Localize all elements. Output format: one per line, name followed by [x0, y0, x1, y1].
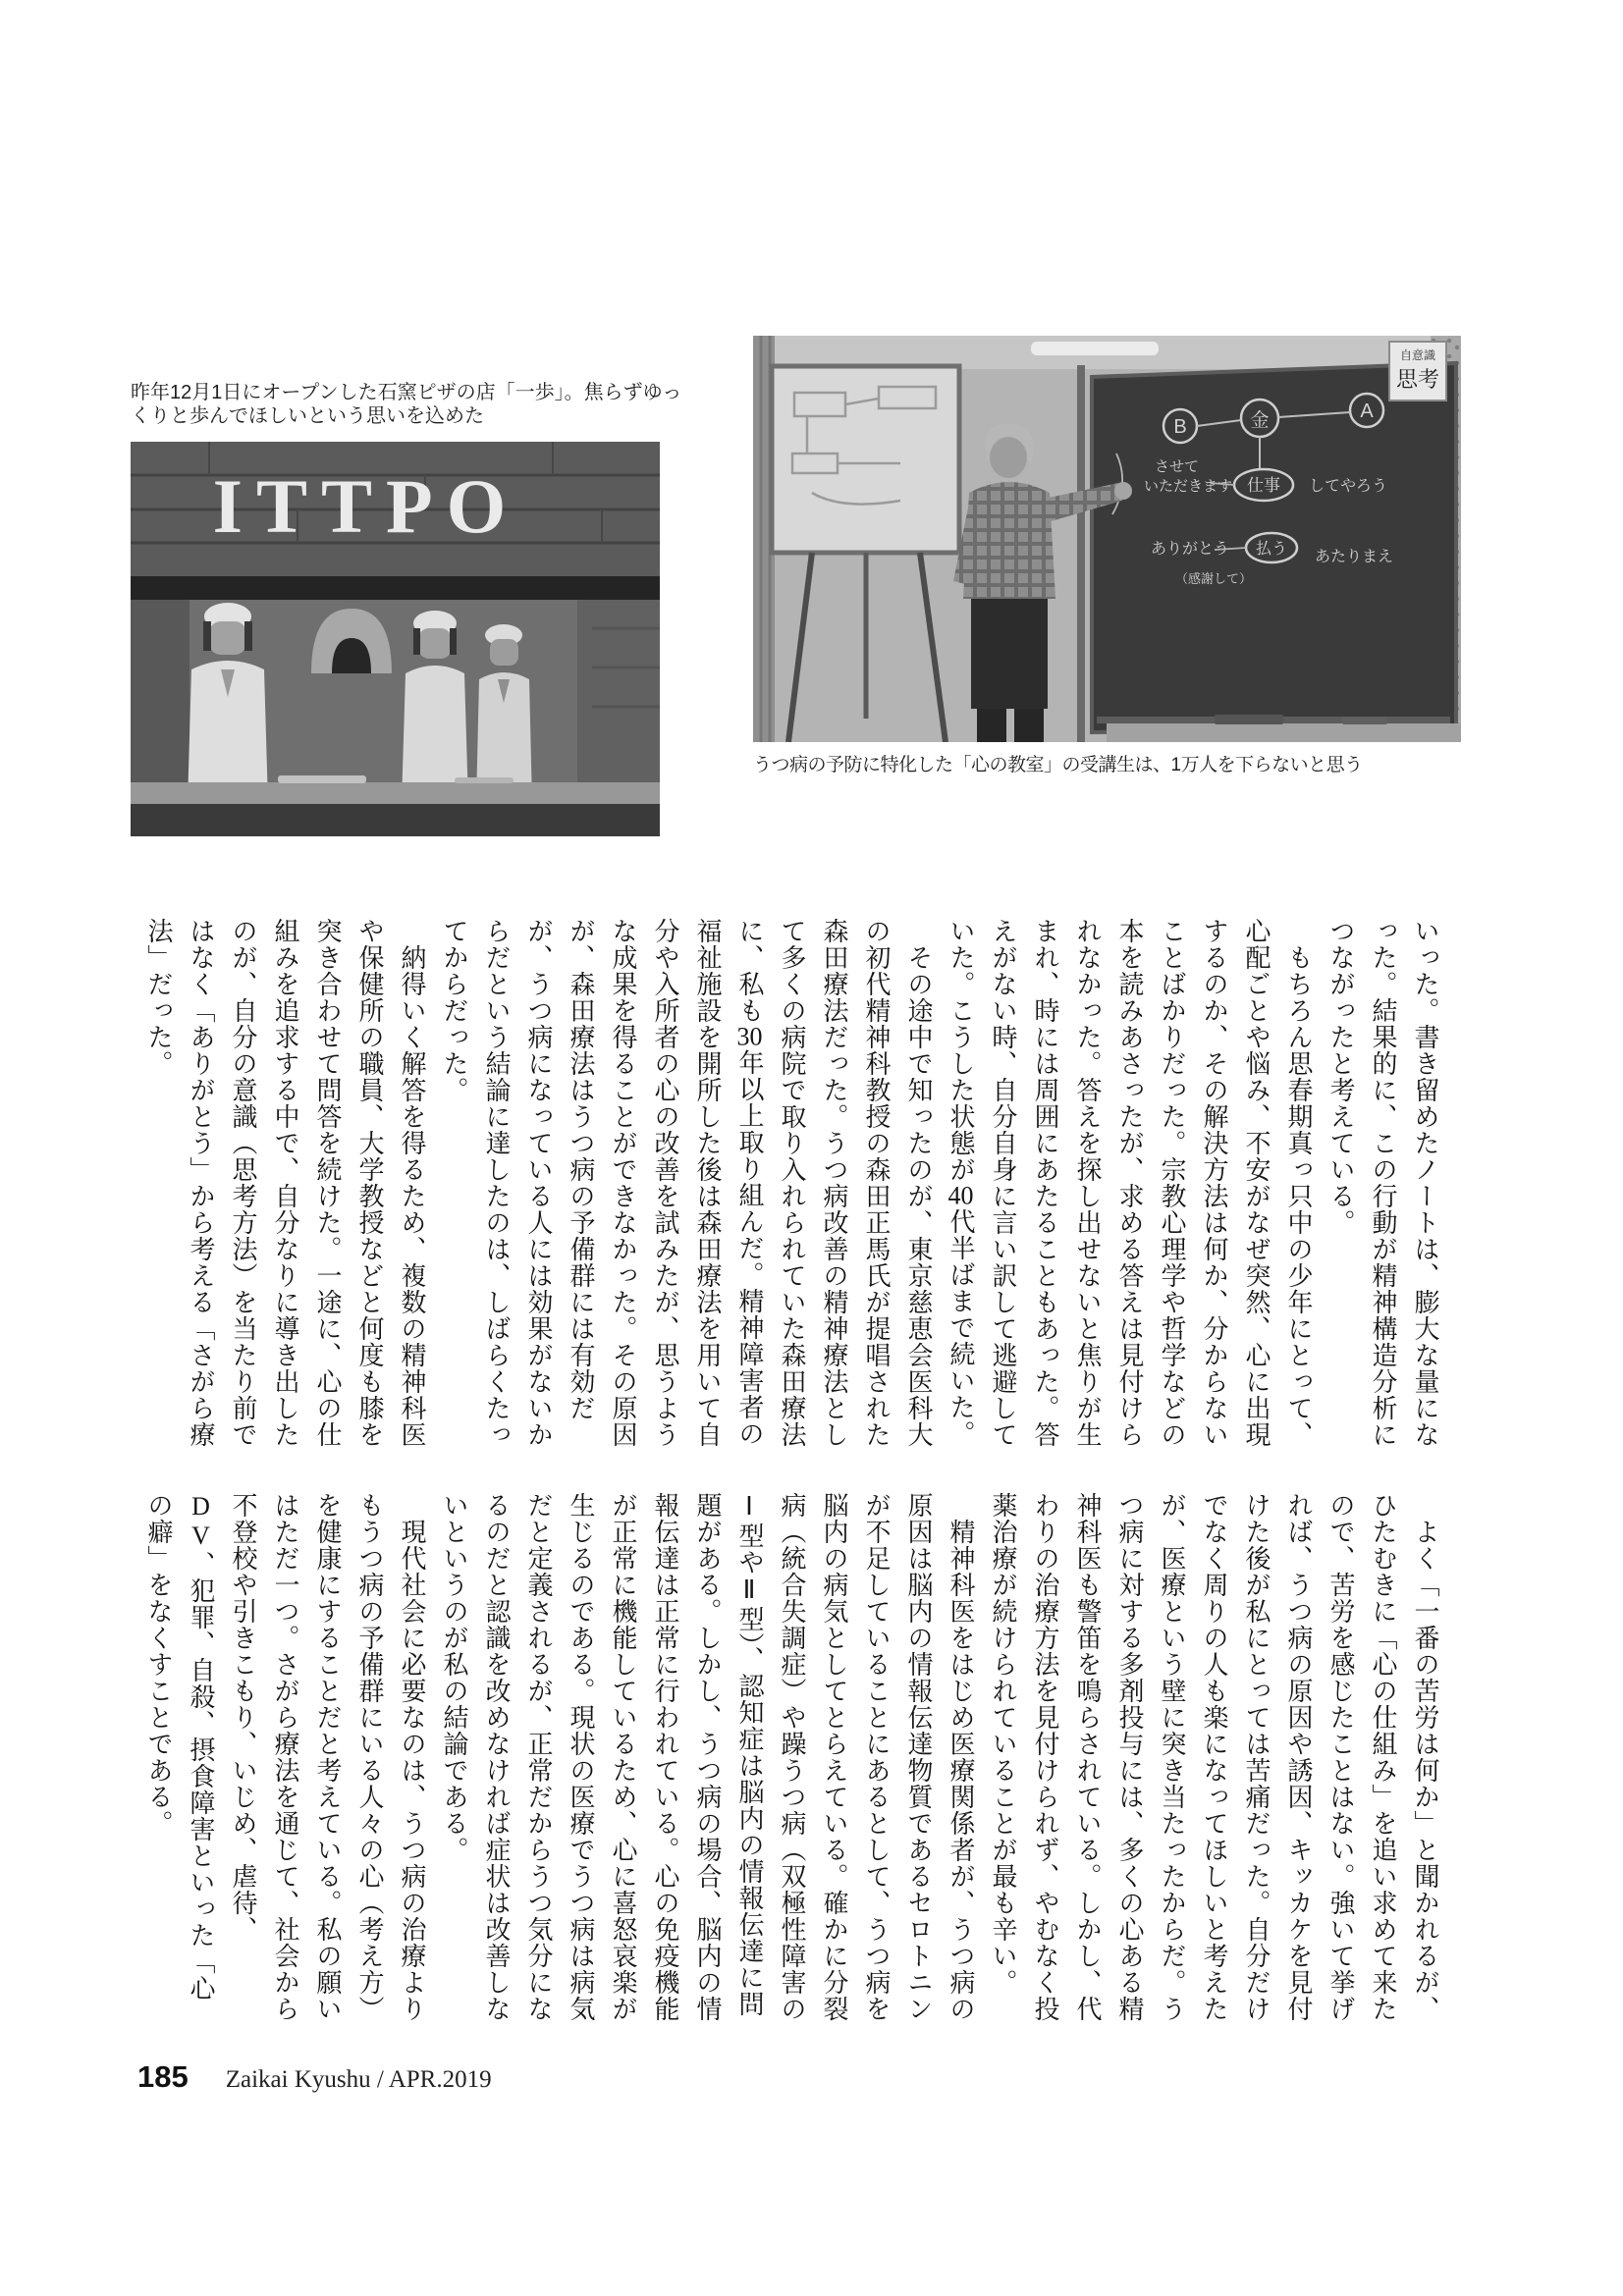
- article-paragraph: その途中で知ったのが、東京慈恵会医科大の初代精神科教授の森田正馬氏が提唱された森田療法だった。うつ病改善の精神療法として多くの病院で取り入れられていた森田療法に、私も30年以上取り組んだ。精神障害者の福祉施設を開所した後は森田療法を用いて自分や入所者の心の改善を試みたが、思うような成果を得ることができなかった。その原因が、森田療法はうつ病の予備群には有効だが、うつ病になっている人には効果がないからだという結論に達したのは、しばらくたってからだった。: [440, 918, 933, 1448]
- article-paragraph: 現代社会に必要なのは、うつ病の治療よりもうつ病の予備群にいる人々の心（考え方）を健康にすることだと考えている。私の願いはただ一つ。さがら療法を通じて、社会から不登校や引きこもり、いじめ、虐待、DV、犯罪、自殺、摂食障害といった「心の癖」をなくすことである。: [144, 1492, 426, 2022]
- article-paragraph: 納得いく解答を得るため、複数の精神科医や保健所の職員、大学教授などと何度も膝を突き合わせて問答を続けた。一途に、心の仕組みを追求する中で、自分なりに導き出したのが、自分の意識（思考方法）を当たり前ではなく「ありがとう」から考える「さがら療法」だった。: [144, 918, 426, 1448]
- photo-classroom-image: [753, 336, 1461, 742]
- article-paragraph: もちろん思春期真っ只中の少年にとって、心配ごとや悩み、不安がなぜ突然、心に出現するのか、その解決方法は何か、分からないことばかりだった。宗教心理学や哲学などの本を読みあさったが、求める答えは見付けられなかった。答えを探し出せないと焦りが生まれ、時には周囲にあたることもあった。答えがない時、自分自身に言い訳して逃避していた。こうした状態が40代半ばまで続いた。: [947, 918, 1313, 1448]
- chalk-atarimae: あたりまえ: [1315, 549, 1394, 565]
- chalk-kansha: （感謝して）: [1175, 571, 1253, 586]
- article-paragraph: 精神科医をはじめ医療関係者が、うつ病の原因は脳内の情報伝達物質であるセロトニンが不足していることにあるとして、うつ病を脳内の病気としてとらえている。確かに分裂病（統合失調症）や躁うつ病（双極性障害のⅠ型やⅡ型）、認知症は脳内の情報伝達に問題がある。しかし、うつ病の場合、脳内の情報伝達は正常に行われている。心の免疫機能が正常に機能しているため、心に喜怒哀楽が生じるのである。現状の医療でうつ病は病気だと定義されるが、正常だからうつ気分になるのだと認識を改めなければ症状は改善しないというのが私の結論である。: [440, 1492, 975, 2022]
- chalk-shigoto: 仕事: [1247, 476, 1280, 495]
- wall-poster: [1389, 342, 1446, 400]
- chalk-label-kin: 金: [1250, 410, 1270, 431]
- right-photo-caption: うつ病の予防に特化した「心の教室」の受講生は、1万人を下らないと思う: [753, 755, 1363, 775]
- shop-sign-text: ITTPO: [212, 463, 520, 549]
- poster-line1: 自意識: [1399, 348, 1436, 362]
- photo-pizza-shop-image: [131, 442, 660, 836]
- chalk-sasete: させて: [1155, 458, 1200, 475]
- page-number: 185: [137, 2059, 189, 2094]
- chalk-shiteyarou: してやろう: [1309, 478, 1388, 495]
- article-text-block-bottom: [131, 1492, 1446, 2024]
- magazine-name: Zaikai Kyushu / APR.2019: [225, 2066, 492, 2093]
- chalk-label-b: B: [1173, 416, 1187, 438]
- poster-line2: 思考: [1395, 367, 1440, 392]
- left-photo-caption: 昨年12月1日にオープンした石窯ピザの店「一歩」。焦らずゆっくりと歩んでほしいという思いを込めた: [131, 382, 682, 428]
- chalk-harau: 払う: [1255, 541, 1288, 558]
- article-paragraph: いった。書き留めたノートは、膨大な量になった。結果的に、この行動が精神構造分析につながったと考えている。: [1326, 918, 1439, 1448]
- chalk-itadakimasu: いただきます: [1144, 478, 1233, 495]
- photo-classroom-lecture: [753, 336, 1461, 742]
- page-footer: [137, 2059, 492, 2095]
- chalk-label-a: A: [1360, 400, 1374, 422]
- photo-pizza-shop: [131, 442, 660, 836]
- article-text-block-top: [131, 918, 1446, 1450]
- article-paragraph: よく「一番の苦労は何か」と聞かれるが、ひたむきに「心の仕組み」を追い求めて来たので、苦労を感じたことはない。強いて挙げれば、うつ病の原因や誘因、キッカケを見付けた後が私にとっては苦痛だった。自分だけでなく周りの人も楽になってほしいと考えたが、医療という壁に突き当たったからだ。うつ病に対する多剤投与には、多くの心ある精神科医も警笛を鳴らされている。しかし、代わりの治療方法を見付けられず、やむなく投薬治療が続けられていることが最も辛い。: [989, 1492, 1439, 2022]
- blackboard: [1092, 363, 1456, 732]
- chalk-arigatou: ありがとう: [1151, 541, 1230, 558]
